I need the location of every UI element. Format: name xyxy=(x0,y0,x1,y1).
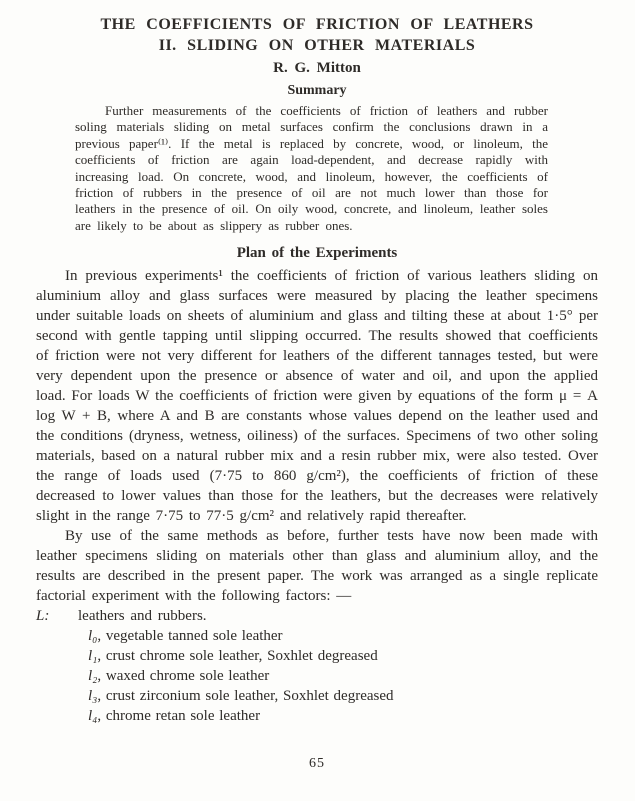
paper-title-line-2: II. SLIDING ON OTHER MATERIALS xyxy=(158,37,476,54)
section-heading-plan-of-experiments: Plan of the Experiments xyxy=(236,245,398,262)
summary-paragraph: Further measurements of the coefficients of friction of leathers and rubber soling materials sliding on metal surfaces confirm the conclusions drawn in a previous paper⁽¹⁾. If the metal is replaced by concrete, wood, or linoleum, the coefficients of friction are again load-dependent, and decrease rapidly with increasing load. On concrete, wood, and linoleum, however, the coefficients of friction of rubbers in the presence of oil are not much lower than those for leathers in the presence of oil. On oily wood, concrete, and linoleum, leather soles are likely to be about as slippery as rubber ones. xyxy=(75,103,548,233)
factor-group-symbol: L: xyxy=(36,608,50,625)
plan-paragraph-2: By use of the same methods as before, further tests have now been made with leather specimens sliding on materials other than glass and aluminium alloy, and the results are described in the present paper. The work was arranged as a single replicate factorial experiment with the following factors: — xyxy=(36,528,598,605)
plan-paragraph-1: In previous experiments¹ the coefficients of friction of various leathers sliding on aluminium alloy and glass surfaces were measured by placing the leather specimens under suitable loads on sheets of aluminium and glass and tilting these at about 1·5° per second with gentle tapping until slipping occurred. The results showed that coefficients of friction were not very different for leathers of the different tannages tested, but were very dependent upon the presence or absence of water and oil, and upon the applied load. For loads W the coefficients of friction were given by equations of the form μ = A log W + B, where A and B are constants whose values depend on the leather used and the conditions (dryness, wetness, oiliness) of the surfaces. Specimens of two other soling materials, based on a natural rubber mix and a resin rubber mix, were also tested. Over the range of loads used (7·75 to 860 g/cm²), the coefficients of friction of these decreased to lower values than those for the leathers, but the decreases were relatively slight in the range 7·75 to 77·5 g/cm² and relatively rapid thereafter. xyxy=(36,268,598,525)
factor-group-label xyxy=(36,606,598,626)
factor-item-symbol: l₄ xyxy=(88,708,98,725)
factor-item-l4 xyxy=(88,706,598,726)
factor-item-symbol: l₁ xyxy=(88,648,98,665)
factor-item-l2 xyxy=(88,666,598,686)
page-number: 65 xyxy=(309,756,325,772)
summary-heading: Summary xyxy=(287,83,347,98)
factor-item-symbol: l₃ xyxy=(88,688,98,705)
factor-item-l3 xyxy=(88,686,598,706)
factor-item-l0 xyxy=(88,626,598,646)
factor-item-text: , chrome retan sole leather xyxy=(97,708,261,725)
factor-item-symbol: l₀ xyxy=(88,628,98,645)
paper-title-line-1: THE COEFFICIENTS OF FRICTION OF LEATHERS xyxy=(100,16,534,33)
factor-item-text: , vegetable tanned sole leather xyxy=(97,628,283,645)
factor-item-text: , waxed chrome sole leather xyxy=(97,668,270,685)
factor-item-text: , crust chrome sole leather, Soxhlet degreased xyxy=(97,648,378,665)
factor-item-text: , crust zirconium sole leather, Soxhlet degreased xyxy=(97,688,394,705)
author-name: R. G. Mitton xyxy=(273,60,361,76)
factor-group-text: leathers and rubbers. xyxy=(78,608,207,625)
factor-item-l1 xyxy=(88,646,598,666)
factor-item-symbol: l₂ xyxy=(88,668,98,685)
